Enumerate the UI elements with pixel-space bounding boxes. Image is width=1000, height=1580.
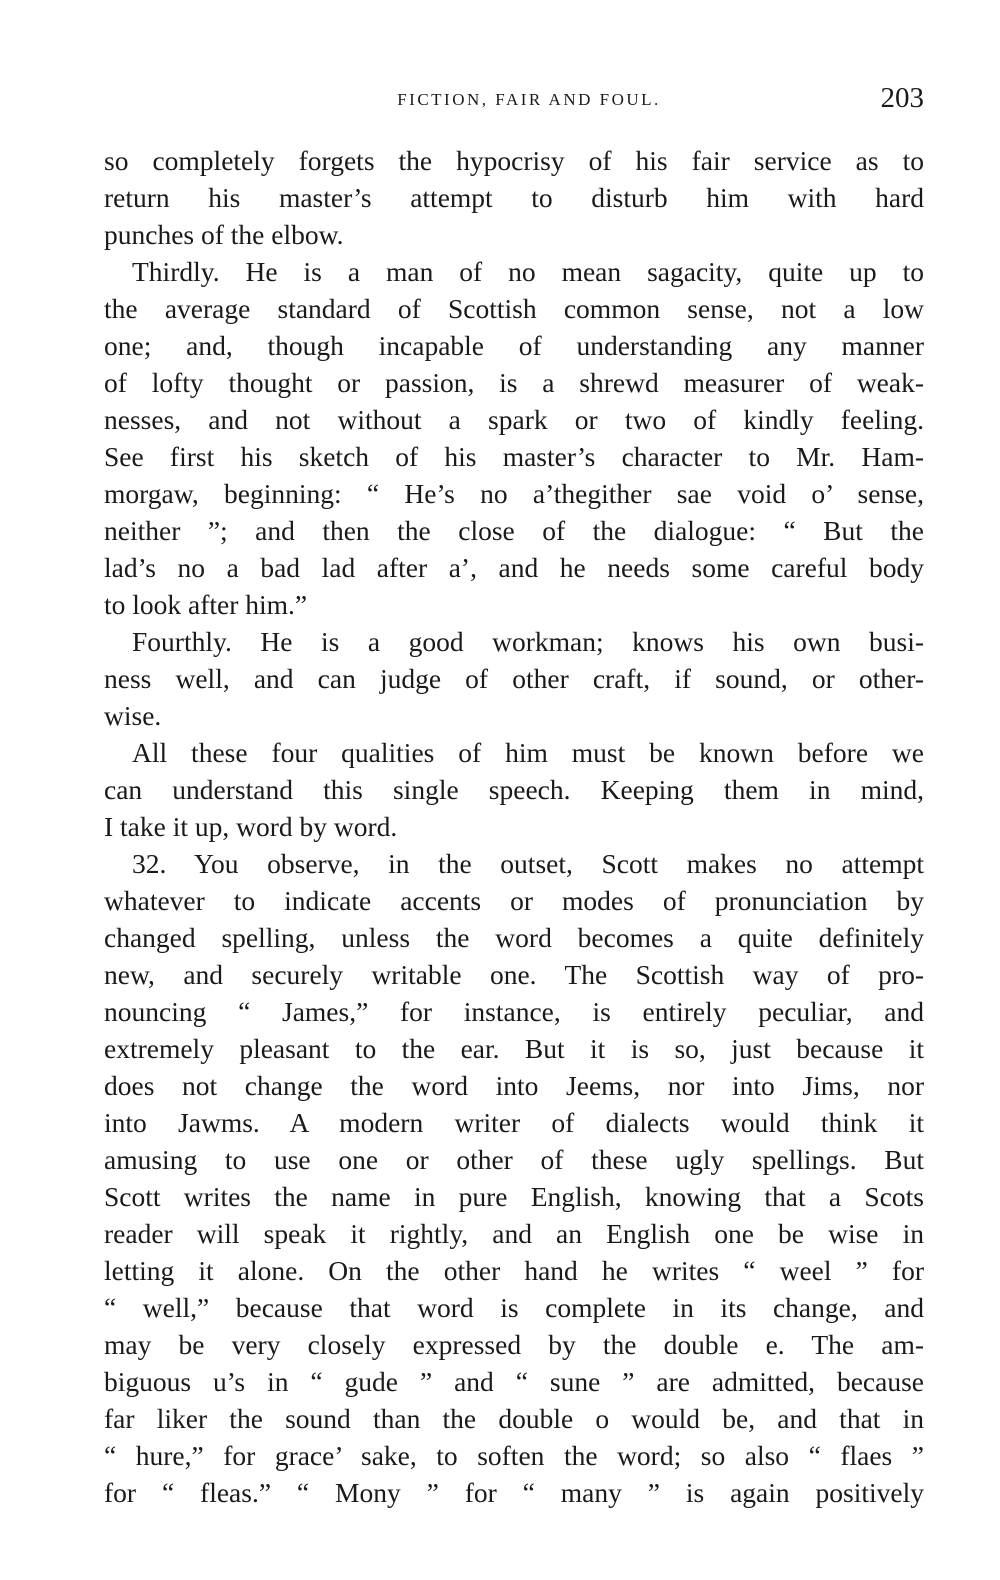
text-line: reader will speak it rightly, and an English one be wise in	[104, 1218, 924, 1249]
text-line: letting it alone. On the other hand he writes “ weel ” for	[104, 1255, 924, 1286]
text-line: into Jawms. A modern writer of dialects would think it	[104, 1107, 924, 1138]
text-line: of lofty thought or passion, is a shrewd measurer of weak-	[104, 367, 924, 398]
text-line: ness well, and can judge of other craft, if sound, or other-	[104, 663, 924, 694]
text-line: Thirdly. He is a man of no mean sagacity, quite up to	[132, 256, 924, 287]
text-line: can understand this single speech. Keeping them in mind,	[104, 774, 924, 805]
text-line: wise.	[104, 700, 162, 731]
text-line: See first his sketch of his master’s character to Mr. Ham-	[104, 441, 924, 472]
text-line: new, and securely writable one. The Scottish way of pro-	[104, 959, 924, 990]
text-line: 32. You observe, in the outset, Scott makes no attempt	[132, 848, 924, 879]
page-number: 203	[880, 82, 924, 114]
text-line: Scott writes the name in pure English, knowing that a Scots	[104, 1181, 924, 1212]
text-line: All these four qualities of him must be known before we	[132, 737, 924, 768]
running-head	[104, 82, 924, 122]
text-line: “ well,” because that word is complete in its change, and	[104, 1292, 924, 1323]
text-line: nesses, and not without a spark or two of kindly feeling.	[104, 404, 924, 435]
running-title: FICTION, FAIR AND FOUL.	[397, 90, 661, 109]
text-line: so completely forgets the hypocrisy of his fair service as to	[104, 145, 924, 176]
text-line: biguous u’s in “ gude ” and “ sune ” are admitted, because	[104, 1366, 924, 1397]
text-line: nouncing “ James,” for instance, is entirely peculiar, and	[104, 996, 924, 1027]
text-line: may be very closely expressed by the double e. The am-	[104, 1329, 924, 1360]
text-line: lad’s no a bad lad after a’, and he needs some careful body	[104, 552, 924, 583]
body-text	[104, 142, 924, 1511]
text-line: changed spelling, unless the word becomes a quite definitely	[104, 922, 924, 953]
text-line: punches of the elbow.	[104, 219, 344, 250]
text-line: one; and, though incapable of understanding any manner	[104, 330, 924, 361]
text-line: does not change the word into Jeems, nor into Jims, nor	[104, 1070, 924, 1101]
text-line: amusing to use one or other of these ugly spellings. But	[104, 1144, 924, 1175]
text-line: far liker the sound than the double o would be, and that in	[104, 1403, 924, 1434]
text-line: I take it up, word by word.	[104, 811, 398, 842]
text-line: “ hure,” for grace’ sake, to soften the word; so also “ flaes ”	[104, 1440, 924, 1471]
text-line: morgaw, beginning: “ He’s no a’thegither sae void o’ sense,	[104, 478, 924, 509]
text-line: the average standard of Scottish common sense, not a low	[104, 293, 924, 324]
text-line: neither ”; and then the close of the dialogue: “ But the	[104, 515, 924, 546]
text-line: to look after him.”	[104, 589, 308, 620]
text-line: for “ fleas.” “ Mony ” for “ many ” is again positively	[104, 1477, 924, 1508]
text-line: Fourthly. He is a good workman; knows his own busi-	[132, 626, 924, 657]
text-line: extremely pleasant to the ear. But it is so, just because it	[104, 1033, 924, 1064]
text-line: whatever to indicate accents or modes of pronunciation by	[104, 885, 924, 916]
text-line: return his master’s attempt to disturb him with hard	[104, 182, 924, 213]
